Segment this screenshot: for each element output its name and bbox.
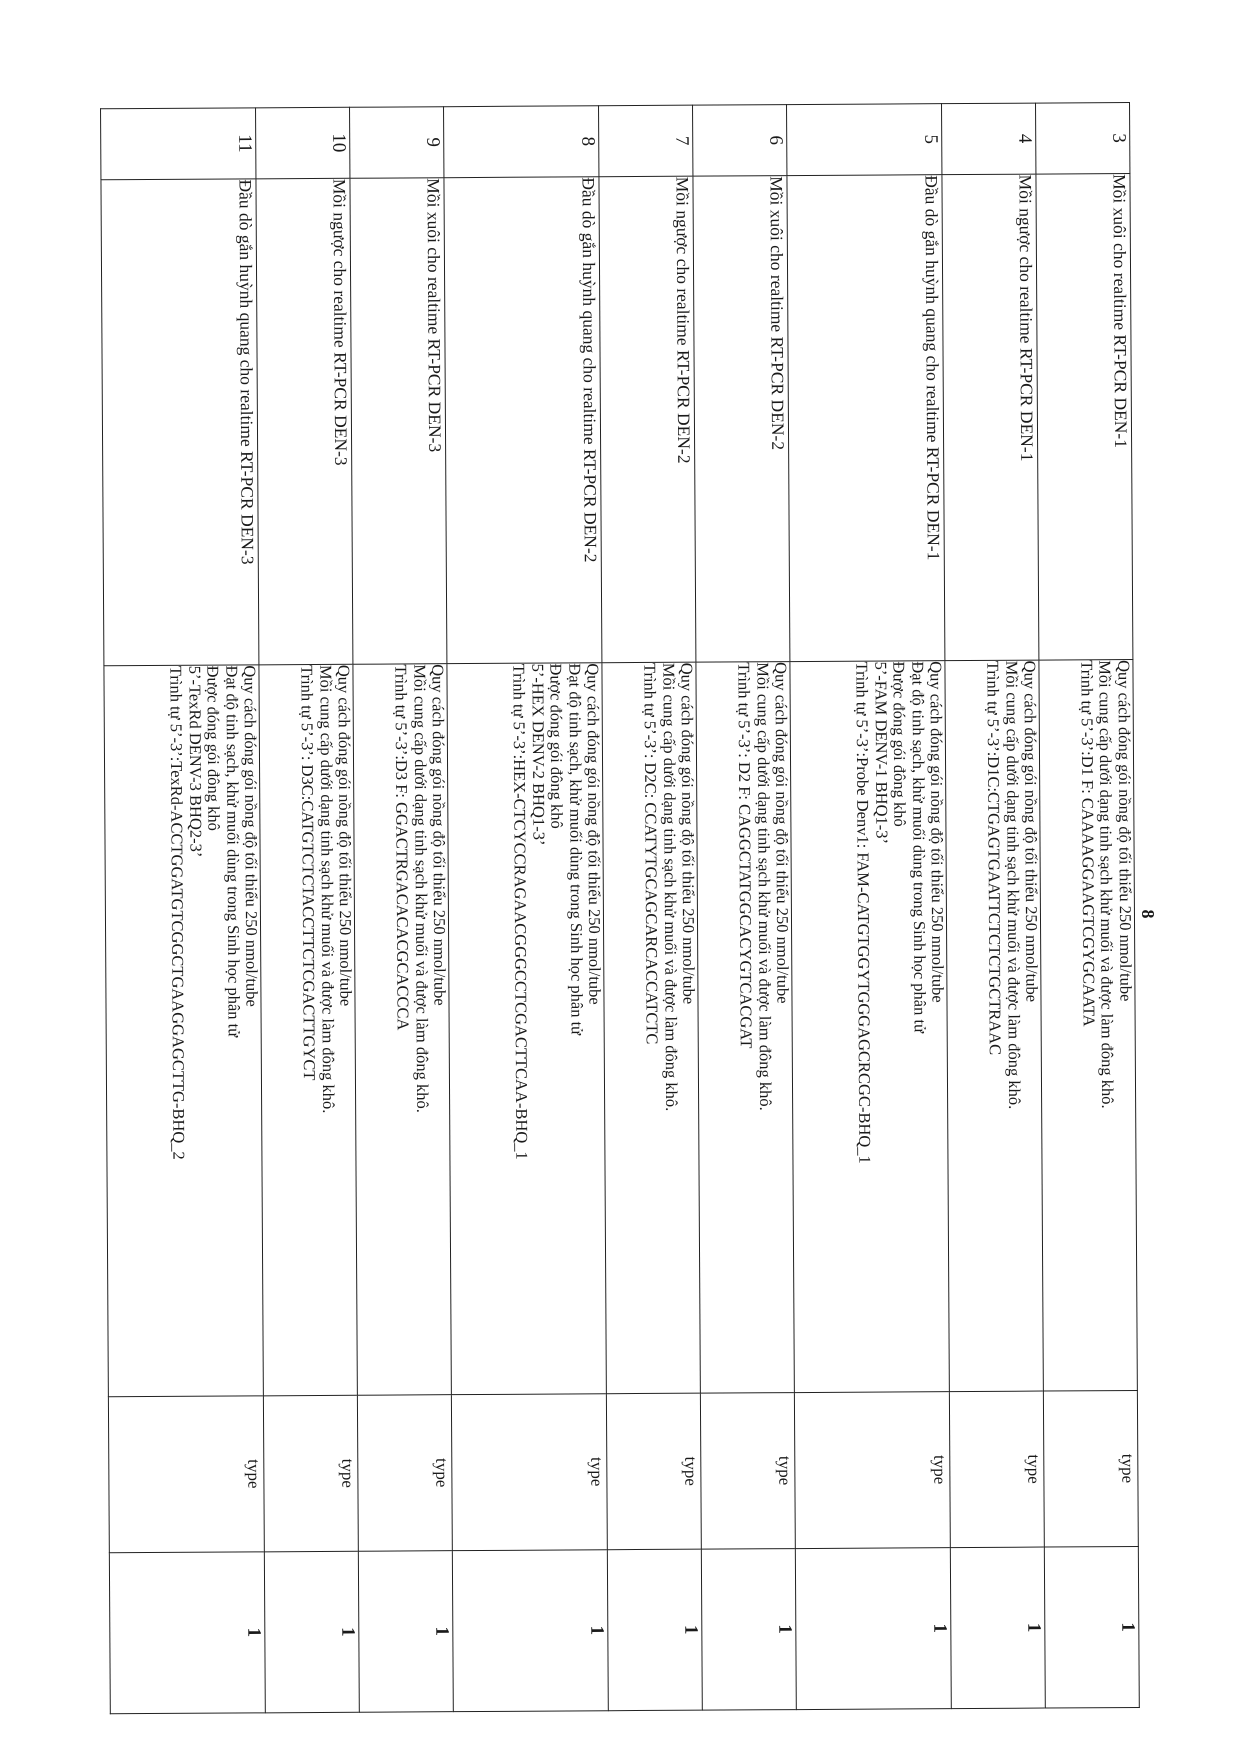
specification-line: Đạt độ tinh sạch, khử muối dùng trong Sinh học phân tử — [908, 661, 930, 1034]
specification-line: 5’-FAM DENV-1 BHQ1-3’ — [871, 661, 892, 845]
item-name-cell: Mồi xuôi cho realtime RT-PCR DEN-2 — [693, 176, 790, 663]
specification-line: 5’-TexRd DENV-3 BHQ2-3’ — [185, 665, 206, 858]
specification-line: Quy cách đóng gói nồng độ tối thiểu 250 nmol/tube — [1114, 659, 1136, 1002]
table-row — [256, 107, 360, 1713]
table-row — [101, 108, 266, 1714]
specification-line: Mồi cung cấp dưới dạng tinh sạch khử muối và được làm đông khô. — [409, 664, 432, 1113]
table-row — [444, 106, 609, 1712]
specification-line: Mồi cung cấp dưới dạng tinh sạch khử muối và được làm đông khô. — [1095, 660, 1118, 1109]
specification-line: Mồi cung cấp dưới dạng tinh sạch khử muối và được làm đông khô. — [1002, 660, 1024, 1110]
quantity-cell: 1 — [109, 1552, 265, 1714]
table-row — [693, 105, 797, 1711]
row-number-cell: 11 — [101, 108, 257, 180]
specification-line: Trình tự 5’-3’:D1 F: CAAAAGGAAGTCGYGCAATA — [1077, 660, 1099, 1027]
specification-line: Quy cách đóng gói nồng độ tối thiểu 250 nmol/tube — [240, 665, 262, 1007]
specification-line: Trình tự 5’-3’: D2C: CCATYTGCAGCARCACCATCTC — [640, 662, 662, 1045]
item-name-cell: Mồi ngược cho realtime RT-PCR DEN-2 — [599, 176, 696, 663]
row-number-cell: 8 — [444, 106, 600, 178]
unit-cell: type — [264, 1395, 359, 1552]
specification-line: Trình tự 5’-3’:D1C:CTGAGTGAATTCTCTCTGCTRAAC — [983, 660, 1005, 1056]
quantity-cell: 1 — [1044, 1546, 1139, 1708]
quantity-cell: 1 — [951, 1547, 1046, 1709]
page-number: 8 — [1138, 909, 1158, 919]
unit-cell: type — [701, 1393, 796, 1550]
unit-cell: type — [451, 1394, 607, 1551]
specification-cell — [945, 660, 1043, 1392]
quantity-cell: 1 — [795, 1548, 951, 1710]
quantity-cell: 1 — [608, 1549, 703, 1711]
specification-line: Trình tự 5’-3’: D3C:CATGTCTCTACCTTCTCGACTTGYCT — [297, 664, 320, 1081]
specification-line: Mồi cung cấp dưới dạng tinh sạch khử muối và được làm đông khô. — [752, 662, 775, 1111]
specification-line: Quy cách đóng gói nồng độ tối thiểu 250 nmol/tube — [334, 664, 356, 1007]
row-number-cell: 9 — [350, 107, 444, 179]
table-row — [942, 103, 1046, 1709]
specification-line: 5’-HEX DENV-2 BHQ1-3’ — [528, 663, 549, 846]
specification-line: Trình tự 5’-3’:TexRd-ACCTGGATGTCGGCTGAAGGAGCTTG-BHQ_2 — [166, 665, 189, 1160]
specification-line: Quy cách đóng gói nồng độ tối thiểu 250 nmol/tube — [428, 664, 450, 1006]
quantity-cell: 1 — [265, 1551, 360, 1713]
unit-cell: type — [358, 1395, 453, 1552]
specification-line: Quy cách đóng gói nồng độ tối thiểu 250 nmol/tube — [583, 663, 605, 1005]
specification-cell — [696, 662, 794, 1394]
specification-cell — [790, 661, 950, 1393]
specification-table — [100, 102, 1140, 1714]
quantity-cell: 1 — [359, 1551, 454, 1713]
item-name-cell: Mồi xuôi cho realtime RT-PCR DEN-3 — [350, 178, 447, 665]
specification-line: Trình tự 5’-3’:HEX-CTCYCCRAGAACGGGCCTCGACTTCAA-BHQ_1 — [509, 663, 532, 1160]
item-name-cell: Đầu dò gắn huỳnh quang cho realtime RT-PCR DEN-2 — [444, 177, 602, 664]
rotated-page-content — [82, 84, 1172, 1744]
row-number-cell: 7 — [599, 105, 693, 177]
specification-line: Mồi cung cấp dưới dạng tinh sạch khử muối và được làm đông khô. — [316, 664, 338, 1114]
specification-line: Trình tự 5’-3’:D3 F: GGACTRGACACACGCACCCA — [391, 664, 413, 1031]
table-row — [350, 107, 454, 1713]
specification-cell — [1039, 659, 1137, 1391]
table-row — [787, 104, 952, 1710]
row-number-cell: 6 — [693, 105, 787, 177]
table-row — [599, 105, 703, 1711]
specification-line: Quy cách đóng gói nồng độ tối thiểu 250 nmol/tube — [677, 662, 699, 1005]
unit-cell: type — [794, 1392, 950, 1549]
unit-cell: type — [607, 1393, 702, 1550]
item-name-cell: Mồi ngược cho realtime RT-PCR DEN-1 — [942, 174, 1039, 661]
specification-line: Được đóng gói đông khô — [203, 665, 224, 831]
item-name-cell: Đầu dò gắn huỳnh quang cho realtime RT-PCR DEN-1 — [787, 175, 945, 662]
specification-line: Được đóng gói đông khô — [889, 661, 910, 827]
specification-cell — [447, 663, 607, 1395]
row-number-cell: 4 — [942, 103, 1036, 175]
specification-line: Được đóng gói đông khô — [546, 663, 567, 829]
specification-line: Quy cách đóng gói nồng độ tối thiểu 250 nmol/tube — [926, 661, 948, 1003]
row-number-cell: 3 — [1036, 103, 1130, 175]
specification-line: Đạt độ tinh sạch, khử muối dùng trong Sinh học phân tử — [222, 665, 244, 1038]
specification-cell — [259, 664, 357, 1396]
specification-line: Quy cách đóng gói nồng độ tối thiểu 250 nmol/tube — [1020, 660, 1042, 1003]
unit-cell: type — [950, 1391, 1045, 1548]
quantity-cell: 1 — [452, 1550, 608, 1712]
row-number-cell: 10 — [256, 107, 350, 179]
item-name-cell: Mồi ngược cho realtime RT-PCR DEN-3 — [256, 178, 353, 665]
specification-cell — [602, 662, 700, 1394]
specification-line: Đạt độ tinh sạch, khử muối dùng trong Sinh học phân tử — [565, 663, 587, 1036]
specification-line: Mồi cung cấp dưới dạng tinh sạch khử muối và được làm đông khô. — [659, 662, 681, 1112]
quantity-cell: 1 — [702, 1549, 797, 1711]
unit-cell: type — [1044, 1390, 1139, 1547]
table-body — [101, 103, 1140, 1714]
unit-cell: type — [108, 1396, 264, 1553]
specification-cell — [353, 664, 451, 1396]
specification-cell — [104, 665, 264, 1397]
specification-line: Trình tự 5’-3’:Probe Denv1: FAM-CATGTGGYTGGGAGCRCGC-BHQ_1 — [852, 661, 875, 1164]
item-name-cell: Đầu dò gắn huỳnh quang cho realtime RT-PCR DEN-3 — [101, 179, 259, 666]
item-name-cell: Mồi xuôi cho realtime RT-PCR DEN-1 — [1036, 174, 1133, 661]
row-number-cell: 5 — [787, 104, 943, 176]
specification-line: Trình tự 5’-3’: D2 F: CAGGCTATGGCACYGTCACGAT — [734, 662, 756, 1049]
specification-line: Quy cách đóng gói nồng độ tối thiểu 250 nmol/tube — [771, 662, 793, 1004]
table-row — [1036, 103, 1140, 1709]
